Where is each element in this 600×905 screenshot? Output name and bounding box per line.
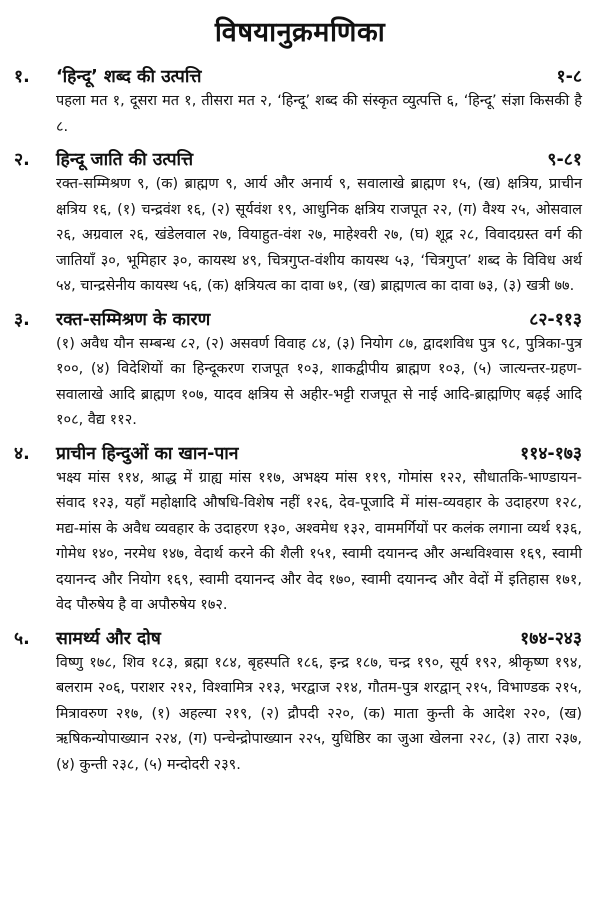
chapter-page-range: १-८ [556,67,582,87]
chapter-2 [14,148,586,300]
chapter-number: ५. [14,628,30,649]
chapter-number: १. [14,67,30,87]
chapter-title: रक्त-सम्मिश्रण के कारण [56,309,211,330]
chapter-page-range: ८२-११३ [529,309,582,330]
chapter-page-range: ९-८१ [547,150,582,170]
chapter-number: २. [14,150,30,170]
chapter-title: सामर्थ्य और दोष [56,628,161,649]
chapter-3 [14,308,586,434]
chapter-topics: भक्ष्य मांस ११४, श्राद्ध में ग्राह्य मांस ११७, अभक्ष्य मांस ११९, गोमांस १२२, सौधातकि-भाण्डायन-संवाद १२३, यहाँ महोक्षादि औषधि-विशेष नहीं १२६, देव-पूजादि में मांस-व्यवहार के उदाहरण १२८, मद्य-मांस के अवैध व्यवहार के उदाहरण १३०, अश्वमेध १३२, वाममर्गियों पर कलंक लगाना व्यर्थ १३६, गोमेध १४०, नरमेध १४७, वेदार्थ करने की शैली १५१, स्वामी दयानन्द और अन्धविश्वास १६९, स्वामी दयानन्द और नियोग १६९, स्वामी दयानन्द और वेद १७०, स्वामी दयानन्द और वेदों में इतिहास १७१, वेद पौरुषेय है वा अपौरुषेय १७२. [56,469,582,613]
chapter-1 [14,65,586,140]
chapter-topics: पहला मत १, दूसरा मत १, तीसरा मत २, ‘हिन्दू’ शब्द की संस्कृत व्युत्पत्ति ६, ‘हिन्दू’ संज्ञा किसकी है ८. [56,93,582,135]
chapter-heading [14,308,586,332]
chapter-page-range: ११४-१७३ [520,443,582,464]
chapter-title: ‘हिन्दू’ शब्द की उत्पत्ति [56,67,202,87]
chapter-topics: रक्त-सम्मिश्रण ९, (क) ब्राह्मण ९, आर्य और अनार्य ९, सवालाखे ब्राह्मण १५, (ख) क्षत्रिय, प्राचीन क्षत्रिय १६, (१) चन्द्रवंश १६, (२) सूर्यवंश १९, आधुनिक क्षत्रिय राजपूत २२, (ग) वैश्य २५, ओसवाल २६, अग्रवाल २६, खंडेलवाल २७, वियाहुत-वंश २७, माहेश्वरी २७, (घ) शूद्र २८, विवादग्रस्त वर्ग की जातियाँ ३०, भूमिहार ३०, कायस्थ ४९, चित्रगुप्त-वंशीय कायस्थ ५३, ‘चित्रगुप्त’ शब्द के विविध अर्थ ५४, चान्द्रसेनीय कायस्थ ५६, (क) क्षत्रियत्व का दावा ७१, (ख) ब्राह्मणत्व का दावा ७३, (३) खत्री ७७. [56,176,582,294]
chapter-number: ४. [14,443,30,464]
page-title: विषयानुक्रमणिका [214,17,386,48]
chapter-topics: (१) अवैध यौन सम्बन्ध ८२, (२) असवर्ण विवाह ८४, (३) नियोग ८७, द्वादशविध पुत्र ९८, पुत्रिका-पुत्र १००, (४) विदेशियों का हिन्दूकरण राजपूत १०३, शाकद्वीपीय ब्राह्मण १०३, (५) जात्यन्तर-ग्रहण-सवालाखे आदि ब्राह्मण १०७, यादव क्षत्रिय से अहीर-भट्टी राजपूत से नाई आदि-ब्राह्मणिए बढ़ई आदि १०८, वैद्य ११२. [56,335,582,428]
chapter-4 [14,442,586,619]
chapter-heading [14,148,586,172]
chapter-heading [14,627,586,651]
chapter-heading [14,442,586,466]
chapter-topics: विष्णु १७८, शिव १८३, ब्रह्मा १८४, बृहस्पति १८६, इन्द्र १८७, चन्द्र १९०, सूर्य १९२, श्रीकृष्ण १९४, बलराम २०६, पराशर २१२, विश्वामित्र २१३, भरद्वाज २१४, गौतम-पुत्र शरद्वान् २१५, विभाण्डक २१५, मित्रावरुण २१७, (१) अहल्या २१९, (२) द्रौपदी २२०, (क) माता कुन्ती के आदेश २२०, (ख) ऋषिकन्योपाख्यान २२४, (ग) पन्चेन्द्रोपाख्यान २२५, युधिष्ठिर का जुआ खेलना २२८, (३) तारा २३७, (४) कुन्ती २३८, (५) मन्दोदरी २३९. [56,654,582,773]
chapter-title: हिन्दू जाति की उत्पत्ति [56,150,194,170]
chapter-heading [14,65,586,89]
chapter-number: ३. [14,309,30,330]
chapter-title: प्राचीन हिन्दुओं का खान-पान [56,443,239,464]
chapter-5 [14,627,586,779]
chapter-page-range: १७४-२४३ [520,628,582,649]
